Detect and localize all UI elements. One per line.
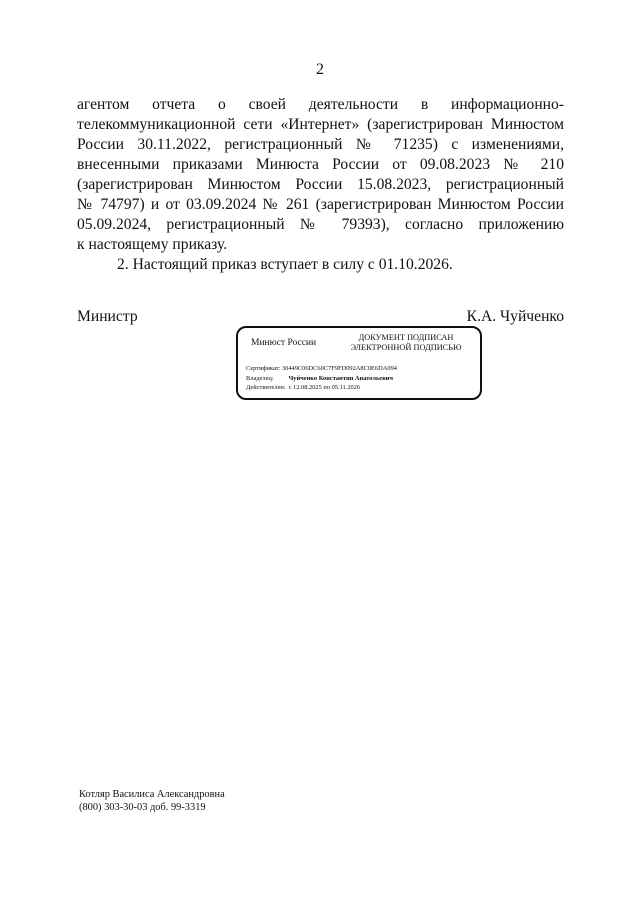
contact-block xyxy=(79,789,225,814)
stamp-owner-value: Чуйченко Константин Анатольевич xyxy=(288,374,393,382)
body-line-7: 05.09.2024, регистрационный № 79393), согласно приложению xyxy=(77,216,564,233)
stamp-validity-label: Действителен: xyxy=(246,384,286,391)
body-line-8: к настоящему приказу. xyxy=(77,236,228,253)
stamp-header xyxy=(340,333,472,353)
stamp-certificate-value: 30449C06DC60C7F9FD092A8C0E6DA094 xyxy=(281,365,397,372)
body-line-1: агентом отчета о своей деятельности в информационно- xyxy=(77,96,564,113)
stamp-certificate-label: Сертификат: xyxy=(246,365,281,372)
stamp-owner-row xyxy=(246,374,397,384)
stamp-details xyxy=(246,364,397,393)
stamp-certificate-row xyxy=(246,364,397,374)
body-line-4: внесенными приказами Минюста России от 09.08.2023 № 210 xyxy=(77,156,564,173)
stamp-header-line-2: ЭЛЕКТРОННОЙ ПОДПИСЬЮ xyxy=(350,343,462,352)
body-line-3: России 30.11.2022, регистрационный № 71235) с изменениями, xyxy=(77,136,564,153)
stamp-validity-row xyxy=(246,383,397,393)
order-body-text xyxy=(77,95,564,275)
contact-phone: (800) 303-30-03 доб. 99-3319 xyxy=(79,801,206,813)
stamp-owner-label: Владелец: xyxy=(246,374,274,382)
paragraph-effective-date: 2. Настоящий приказ вступает в силу с 01.10.2026. xyxy=(117,256,453,273)
stamp-validity-value: с 12.08.2025 по 05.11.2026 xyxy=(288,384,361,391)
signatory-name: К.А. Чуйченко xyxy=(466,308,564,325)
body-line-6: № 74797) и от 03.09.2024 № 261 (зарегистрирован Минюстом России xyxy=(77,196,564,213)
stamp-organization: Минюст России xyxy=(251,338,317,348)
page-number: 2 xyxy=(316,61,324,78)
electronic-signature-stamp xyxy=(236,326,482,400)
body-line-5: (зарегистрирован Минюстом России 15.08.2023, регистрационный xyxy=(77,176,564,193)
body-line-2: телекоммуникационной сети «Интернет» (зарегистрирован Минюстом xyxy=(77,116,564,133)
stamp-header-line-1: ДОКУМЕНТ ПОДПИСАН xyxy=(358,333,454,342)
signatory-title: Министр xyxy=(77,308,138,325)
contact-name: Котляр Василиса Александровна xyxy=(79,789,225,800)
